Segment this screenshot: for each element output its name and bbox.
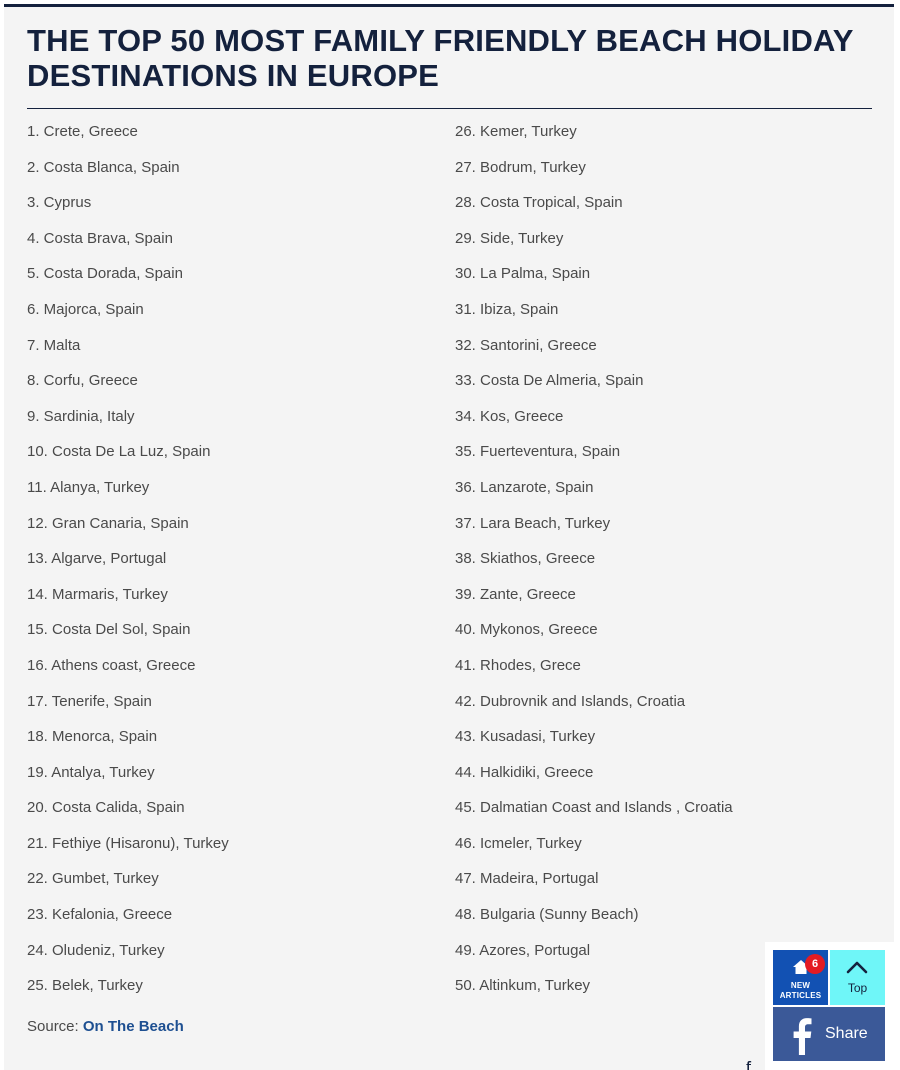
list-item: 48. Bulgaria (Sunny Beach): [455, 906, 639, 924]
list-item: 10. Costa De La Luz, Spain: [27, 443, 211, 461]
list-item: 50. Altinkum, Turkey: [455, 977, 591, 995]
new-articles-label: NEW ARTICLES: [779, 981, 822, 1000]
destination-list-right: [455, 118, 733, 1008]
list-item: 30. La Palma, Spain: [455, 265, 591, 283]
list-item: 8. Corfu, Greece: [27, 372, 138, 390]
list-item: 25. Belek, Turkey: [27, 977, 143, 995]
list-item: 34. Kos, Greece: [455, 407, 564, 425]
list-item: 26. Kemer, Turkey: [455, 123, 577, 140]
source-label: Source:: [27, 1018, 79, 1035]
list-item: 3. Cyprus: [27, 194, 92, 212]
list-item: 44. Halkidiki, Greece: [455, 763, 594, 781]
source-line: [27, 1017, 184, 1037]
list-item: 28. Costa Tropical, Spain: [455, 194, 623, 212]
list-item: 4. Costa Brava, Spain: [27, 229, 173, 247]
list-item: 35. Fuerteventura, Spain: [455, 443, 621, 461]
list-item: 32. Santorini, Greece: [455, 336, 597, 354]
facebook-icon: [744, 1061, 754, 1070]
facebook-icon: [789, 1015, 813, 1055]
list-item: 14. Marmaris, Turkey: [27, 585, 168, 603]
list-item: 29. Side, Turkey: [455, 229, 564, 247]
article-card: [4, 4, 894, 1070]
source-link[interactable]: On The Beach: [82, 1018, 184, 1035]
list-item: 15. Costa Del Sol, Spain: [27, 621, 191, 639]
list-item: 11. Alanya, Turkey: [27, 478, 150, 496]
destination-list-left: [27, 118, 229, 1008]
list-item: 21. Fethiye (Hisaronu), Turkey: [27, 834, 229, 852]
list-item: 49. Azores, Portugal: [455, 941, 591, 959]
list-item: 7. Malta: [27, 336, 81, 354]
list-item: 9. Sardinia, Italy: [27, 407, 135, 425]
list-item: 43. Kusadasi, Turkey: [455, 728, 596, 746]
back-to-top-label: Top: [847, 981, 868, 995]
list-item: 17. Tenerife, Spain: [27, 692, 152, 710]
facebook-share-button[interactable]: [773, 1007, 885, 1061]
new-articles-button[interactable]: [773, 950, 828, 1005]
list-item: 41. Rhodes, Grece: [455, 656, 581, 674]
list-item: 42. Dubrovnik and Islands, Croatia: [455, 692, 686, 710]
list-item: 36. Lanzarote, Spain: [455, 478, 594, 496]
list-item: 47. Madeira, Portugal: [455, 870, 599, 888]
list-item: 24. Oludeniz, Turkey: [27, 941, 165, 959]
list-item: 20. Costa Calida, Spain: [27, 799, 185, 817]
list-item: 12. Gran Canaria, Spain: [27, 514, 189, 532]
list-item: 13. Algarve, Portugal: [27, 550, 167, 568]
list-item: 40. Mykonos, Greece: [455, 621, 598, 639]
list-item: 6. Majorca, Spain: [27, 300, 144, 318]
back-to-top-button[interactable]: [830, 950, 885, 1005]
list-item: 2. Costa Blanca, Spain: [27, 158, 180, 176]
new-articles-count-badge: 6: [805, 954, 825, 974]
list-item: 33. Costa De Almeria, Spain: [455, 372, 644, 390]
list-item: 22. Gumbet, Turkey: [27, 870, 159, 888]
list-item: 5. Costa Dorada, Spain: [27, 265, 183, 283]
list-item: 19. Antalya, Turkey: [27, 763, 155, 781]
list-item: 38. Skiathos, Greece: [455, 550, 596, 568]
list-item: 16. Athens coast, Greece: [27, 656, 196, 674]
list-item: 39. Zante, Greece: [455, 585, 576, 603]
list-item: 31. Ibiza, Spain: [455, 300, 559, 318]
list-item: 27. Bodrum, Turkey: [455, 158, 586, 176]
article-title: THE TOP 50 MOST FAMILY FRIENDLY BEACH HOLIDAY DESTINATIONS IN EUROPE: [27, 23, 854, 93]
chevron-up-icon: [846, 960, 868, 974]
list-item: 46. Icmeler, Turkey: [455, 834, 582, 852]
share-label: Share: [825, 1025, 868, 1042]
list-item: 23. Kefalonia, Greece: [27, 906, 173, 924]
list-item: 18. Menorca, Spain: [27, 728, 158, 746]
list-item: 37. Lara Beach, Turkey: [455, 514, 611, 532]
list-item: 1. Crete, Greece: [27, 123, 138, 140]
list-item: 45. Dalmatian Coast and Islands , Croatia: [455, 799, 733, 817]
title-divider: [27, 108, 872, 109]
